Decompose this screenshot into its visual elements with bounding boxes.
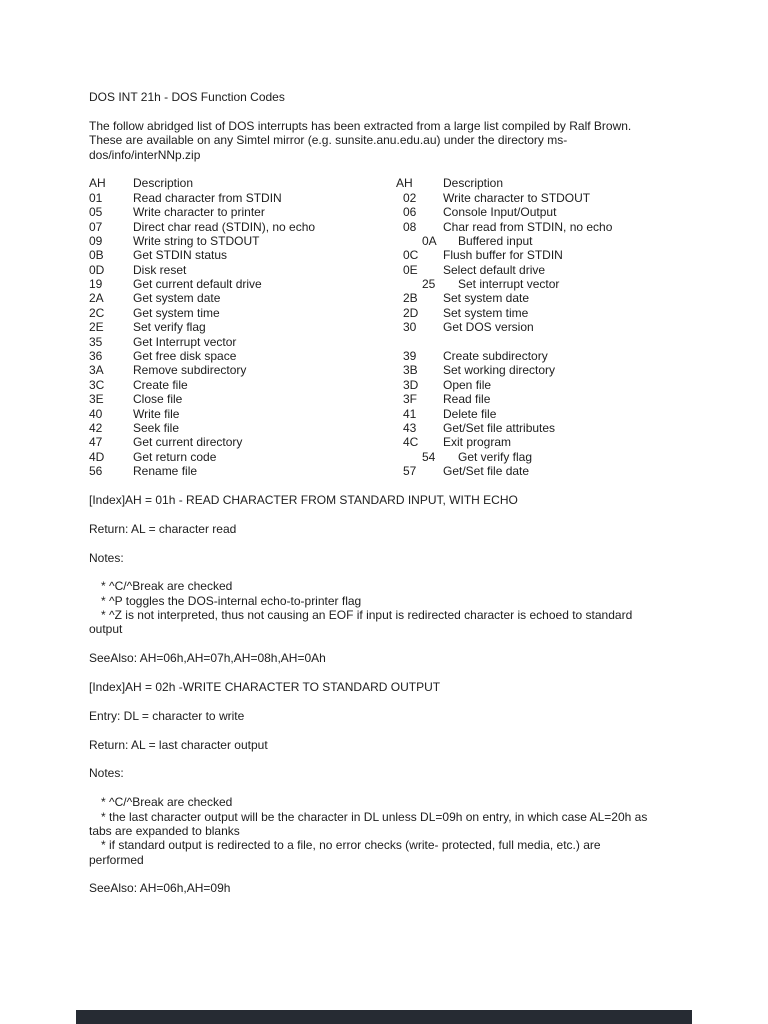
table-row — [89, 320, 737, 334]
text-line: * ^C/^Break are checked — [101, 795, 233, 810]
description-cell: Console Input/Output — [443, 205, 557, 220]
description-cell: Get Interrupt vector — [133, 334, 237, 349]
ah-code-cell: 3B — [403, 363, 418, 378]
ah-code-cell: 30 — [403, 320, 417, 335]
section-ah01-heading: [Index]AH = 01h - READ CHARACTER FROM STANDARD INPUT, WITH ECHO — [89, 492, 518, 507]
ah-code-cell: 0B — [89, 248, 104, 263]
description-cell: Write character to STDOUT — [443, 190, 591, 205]
description-cell: Get DOS version — [443, 320, 534, 335]
ah-code-cell: 05 — [89, 205, 103, 220]
description-cell: Write character to printer — [133, 205, 265, 220]
ah-code-cell: 0D — [89, 262, 105, 277]
ah-code-cell: 02 — [403, 190, 417, 205]
table-row — [89, 234, 737, 248]
table-row — [89, 407, 737, 421]
description-cell: Get/Set file attributes — [443, 420, 556, 435]
table-row — [89, 291, 737, 305]
ah-code-cell: 3C — [89, 377, 105, 392]
text-line: * the last character output will be the character in DL unless DL=09h on entry, in which case AL=20h as — [101, 809, 648, 824]
ah-code-cell: 0A — [422, 233, 437, 248]
document-content — [89, 90, 737, 896]
ah-code-cell: 2D — [403, 305, 419, 320]
description-cell: Set working directory — [443, 363, 556, 378]
description-cell: Get verify flag — [458, 449, 533, 464]
table-row — [89, 335, 737, 349]
section-ah02-seealso: SeeAlso: AH=06h,AH=09h — [89, 881, 231, 896]
description-cell: Get current directory — [133, 435, 243, 450]
description-cell: Create subdirectory — [443, 349, 548, 364]
ah-code-cell: AH — [396, 176, 413, 191]
table-row — [89, 263, 737, 277]
table-row — [89, 205, 737, 219]
description-cell: Get system time — [133, 305, 220, 320]
table-row — [89, 392, 737, 406]
description-cell: Remove subdirectory — [133, 363, 247, 378]
description-cell: Read character from STDIN — [133, 190, 282, 205]
ah-code-cell: 4C — [403, 435, 419, 450]
description-cell: Get free disk space — [133, 349, 237, 364]
description-cell: Get return code — [133, 449, 217, 464]
ah-code-cell: 41 — [403, 406, 417, 421]
section-ah02-heading: [Index]AH = 02h -WRITE CHARACTER TO STANDARD OUTPUT — [89, 680, 441, 695]
table-row — [89, 248, 737, 262]
footer-bar — [76, 1010, 692, 1024]
table-row — [89, 220, 737, 234]
description-cell: Set verify flag — [133, 320, 206, 335]
table-row — [89, 378, 737, 392]
text-line: * if standard output is redirected to a file, no error checks (write- protected, full media, etc.) are — [101, 838, 601, 853]
section-ah02-notes-label: Notes: — [89, 766, 124, 781]
table-row — [89, 349, 737, 363]
description-cell: Set interrupt vector — [458, 277, 560, 292]
ah-code-cell: 0E — [403, 262, 418, 277]
description-cell: Write string to STDOUT — [133, 233, 260, 248]
table-row — [89, 450, 737, 464]
section-ah01-seealso: SeeAlso: AH=06h,AH=07h,AH=08h,AH=0Ah — [89, 651, 326, 666]
description-cell: Delete file — [443, 406, 497, 421]
description-cell: Set system time — [443, 305, 529, 320]
section-ah02-return: Return: AL = last character output — [89, 737, 268, 752]
text-line: output — [89, 622, 123, 637]
description-cell: Select default drive — [443, 262, 546, 277]
description-cell: Close file — [133, 392, 183, 407]
intro-paragraph — [89, 119, 737, 162]
table-row — [89, 176, 737, 190]
section-ah01-notes — [89, 579, 737, 637]
ah-code-cell: 2A — [89, 291, 104, 306]
text-line: performed — [89, 852, 144, 867]
ah-code-cell: 40 — [89, 406, 103, 421]
description-cell: Read file — [443, 392, 491, 407]
ah-code-cell: 2C — [89, 305, 105, 320]
description-cell: Exit program — [443, 435, 512, 450]
text-line: tabs are expanded to blanks — [89, 823, 240, 838]
description-cell: Set system date — [443, 291, 530, 306]
table-row — [89, 464, 737, 478]
ah-code-cell: 35 — [89, 334, 103, 349]
ah-code-cell: 3E — [89, 392, 104, 407]
description-cell: Get system date — [133, 291, 221, 306]
ah-code-cell: 57 — [403, 464, 417, 479]
description-cell: Flush buffer for STDIN — [443, 248, 563, 263]
description-cell: Get/Set file date — [443, 464, 530, 479]
description-cell: Direct char read (STDIN), no echo — [133, 219, 316, 234]
table-row — [89, 421, 737, 435]
description-cell: Get STDIN status — [133, 248, 228, 263]
ah-code-cell: 06 — [403, 205, 417, 220]
section-ah02-entry: Entry: DL = character to write — [89, 708, 245, 723]
description-cell: Write file — [133, 406, 180, 421]
description-cell: Buffered input — [458, 233, 533, 248]
description-cell: Rename file — [133, 464, 198, 479]
ah-code-cell: 56 — [89, 464, 103, 479]
description-cell: Seek file — [133, 420, 180, 435]
description-cell: Get current default drive — [133, 277, 262, 292]
ah-code-cell: 36 — [89, 349, 103, 364]
ah-code-cell: 3A — [89, 363, 104, 378]
ah-code-cell: 09 — [89, 233, 103, 248]
table-row — [89, 277, 737, 291]
ah-code-cell: 43 — [403, 420, 417, 435]
ah-code-cell: 3F — [403, 392, 418, 407]
text-line: dos/info/interNNp.zip — [89, 147, 201, 162]
text-line: * ^Z is not interpreted, thus not causing an EOF if input is redirected character is echoed to standard — [101, 608, 633, 623]
text-line: These are available on any Simtel mirror (e.g. sunsite.anu.edu.au) under the directory ms- — [89, 133, 568, 148]
document-title: DOS INT 21h - DOS Function Codes — [89, 90, 285, 104]
ah-code-cell: 4D — [89, 449, 105, 464]
section-ah02-notes — [89, 795, 737, 867]
description-cell: Description — [133, 176, 194, 191]
ah-code-cell: 0C — [403, 248, 419, 263]
description-cell: Char read from STDIN, no echo — [443, 219, 613, 234]
ah-code-cell: 07 — [89, 219, 103, 234]
section-ah01-notes-label: Notes: — [89, 550, 124, 565]
ah-code-cell: 01 — [89, 190, 103, 205]
text-line: The follow abridged list of DOS interrupts has been extracted from a large list compiled by Ralf Brown. — [89, 118, 632, 133]
function-code-table — [89, 176, 737, 478]
description-cell: Description — [443, 176, 504, 191]
table-row — [89, 191, 737, 205]
table-row — [89, 435, 737, 449]
ah-code-cell: 2E — [89, 320, 104, 335]
ah-code-cell: AH — [89, 176, 106, 191]
ah-code-cell: 2B — [403, 291, 418, 306]
ah-code-cell: 47 — [89, 435, 103, 450]
ah-code-cell: 25 — [422, 277, 436, 292]
text-line: * ^P toggles the DOS-internal echo-to-printer flag — [101, 593, 362, 608]
ah-code-cell: 3D — [403, 377, 419, 392]
ah-code-cell: 54 — [422, 449, 436, 464]
description-cell: Create file — [133, 377, 188, 392]
ah-code-cell: 42 — [89, 420, 103, 435]
description-cell: Open file — [443, 377, 492, 392]
ah-code-cell: 39 — [403, 349, 417, 364]
table-row — [89, 306, 737, 320]
section-ah01-return: Return: AL = character read — [89, 521, 237, 536]
ah-code-cell: 08 — [403, 219, 417, 234]
table-row — [89, 363, 737, 377]
ah-code-cell: 19 — [89, 277, 103, 292]
description-cell: Disk reset — [133, 262, 187, 277]
text-line: * ^C/^Break are checked — [101, 579, 233, 594]
